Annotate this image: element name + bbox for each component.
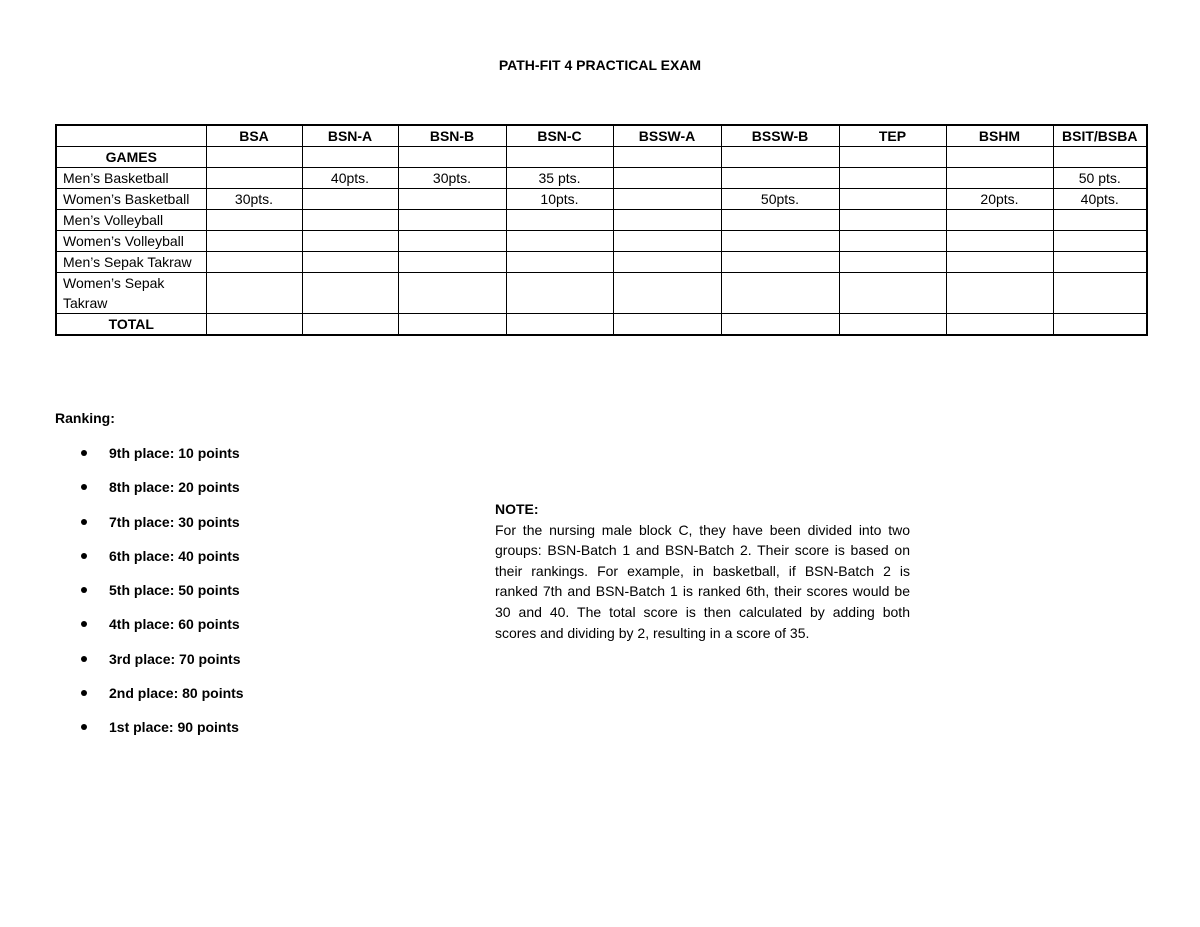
table-cell xyxy=(398,314,506,336)
table-cell xyxy=(506,314,613,336)
table-cell xyxy=(302,314,398,336)
column-header: BSN-A xyxy=(302,125,398,147)
table-cell xyxy=(946,273,1053,314)
ranking-item-label: 6th place: 40 points xyxy=(109,547,240,564)
note-body: For the nursing male block C, they have been divided into two groups: BSN-Batch 1 and BSN-Batch 2. Their score is based on their rankings. For example, in basketball, if BSN-Batch 2 is ranked 7th and BSN-Batch 1 is ranked 6th, their scores would be 30 and 40. The total score is then calculated by adding both scores and dividing by 2, resulting in a score of 35. xyxy=(495,521,910,641)
table-cell xyxy=(839,147,946,168)
table-cell xyxy=(1053,231,1147,252)
table-cell xyxy=(721,168,839,189)
bullet-icon xyxy=(81,621,87,627)
ranking-item-label: 1st place: 90 points xyxy=(109,719,239,736)
table-cell xyxy=(839,314,946,336)
table-cell xyxy=(946,252,1053,273)
table-cell xyxy=(206,147,302,168)
ranking-item-label: 5th place: 50 points xyxy=(109,582,240,599)
bullet-icon xyxy=(81,724,87,730)
table-row xyxy=(56,210,1147,231)
table-row xyxy=(56,273,1147,314)
table-cell xyxy=(946,231,1053,252)
table-cell xyxy=(206,273,302,314)
table-row xyxy=(56,231,1147,252)
table-cell xyxy=(1053,147,1147,168)
table-cell xyxy=(613,168,721,189)
table-cell xyxy=(613,314,721,336)
table-cell xyxy=(839,189,946,210)
row-label: TOTAL xyxy=(56,314,206,336)
table-cell: 40pts. xyxy=(302,168,398,189)
row-label: Women’s Basketball xyxy=(56,189,206,210)
table-cell xyxy=(613,210,721,231)
column-header: BSN-B xyxy=(398,125,506,147)
note-title: NOTE: xyxy=(495,501,539,517)
column-header: BSN-C xyxy=(506,125,613,147)
table-row xyxy=(56,147,1147,168)
table-cell xyxy=(506,147,613,168)
table-cell xyxy=(839,231,946,252)
table-cell: 30pts. xyxy=(206,189,302,210)
table-cell xyxy=(506,273,613,314)
table-cell xyxy=(721,231,839,252)
table-corner-cell xyxy=(56,125,206,147)
table-cell xyxy=(721,210,839,231)
list-item xyxy=(55,470,244,504)
list-item xyxy=(55,436,244,470)
ranking-item-label: 2nd place: 80 points xyxy=(109,685,244,702)
table-cell: 10pts. xyxy=(506,189,613,210)
list-item xyxy=(55,607,244,641)
table-cell xyxy=(1053,252,1147,273)
bullet-icon xyxy=(81,587,87,593)
ranking-item-label: 9th place: 10 points xyxy=(109,445,240,461)
row-label: Women’s Sepak Takraw xyxy=(56,273,206,314)
table-row xyxy=(56,314,1147,336)
ranking-item-label: 4th place: 60 points xyxy=(109,616,240,633)
bullet-icon xyxy=(81,519,87,525)
bullet-icon xyxy=(81,484,87,490)
table-cell: 50 pts. xyxy=(1053,168,1147,189)
table-row xyxy=(56,189,1147,210)
table-cell: 50pts. xyxy=(721,189,839,210)
column-header: BSHM xyxy=(946,125,1053,147)
table-cell xyxy=(206,210,302,231)
table-cell xyxy=(506,252,613,273)
page-title: PATH-FIT 4 PRACTICAL EXAM xyxy=(498,57,702,73)
table-cell xyxy=(206,252,302,273)
table-cell xyxy=(302,273,398,314)
table-cell: 40pts. xyxy=(1053,189,1147,210)
list-item xyxy=(55,676,244,710)
list-item xyxy=(55,642,244,676)
table-cell: 20pts. xyxy=(946,189,1053,210)
table-cell xyxy=(839,168,946,189)
row-label: Men’s Basketball xyxy=(56,168,206,189)
ranking-item-label: 7th place: 30 points xyxy=(109,513,240,530)
table-cell xyxy=(1053,314,1147,336)
ranking-list xyxy=(55,436,244,745)
column-header: BSIT/BSBA xyxy=(1053,125,1147,147)
table-cell: 35 pts. xyxy=(506,168,613,189)
table-cell xyxy=(302,189,398,210)
table-cell xyxy=(946,314,1053,336)
table-cell xyxy=(721,273,839,314)
table-cell: 30pts. xyxy=(398,168,506,189)
table-cell xyxy=(302,252,398,273)
bullet-icon xyxy=(81,656,87,662)
table-cell xyxy=(613,147,721,168)
table-cell xyxy=(839,273,946,314)
table-cell xyxy=(398,210,506,231)
table-cell xyxy=(398,273,506,314)
table-cell xyxy=(398,231,506,252)
list-item xyxy=(55,573,244,607)
ranking-item-label: 3rd place: 70 points xyxy=(109,650,241,667)
bullet-icon xyxy=(81,450,87,456)
note-box xyxy=(495,499,910,643)
list-item xyxy=(55,710,244,744)
table-cell xyxy=(721,314,839,336)
table-cell xyxy=(302,231,398,252)
table-cell xyxy=(206,314,302,336)
table-cell xyxy=(613,189,721,210)
column-header: BSA xyxy=(206,125,302,147)
table-cell xyxy=(206,168,302,189)
table-body xyxy=(56,147,1147,336)
table-cell xyxy=(1053,210,1147,231)
table-cell xyxy=(398,252,506,273)
table-cell xyxy=(946,168,1053,189)
table-cell xyxy=(613,231,721,252)
table-cell xyxy=(506,210,613,231)
row-label: Men’s Volleyball xyxy=(56,210,206,231)
row-label: Men’s Sepak Takraw xyxy=(56,252,206,273)
bullet-icon xyxy=(81,690,87,696)
column-header: BSSW-A xyxy=(613,125,721,147)
list-item xyxy=(55,505,244,539)
table-cell xyxy=(302,210,398,231)
scores-table xyxy=(55,124,1148,336)
table-cell xyxy=(398,189,506,210)
table-cell xyxy=(946,210,1053,231)
row-label: GAMES xyxy=(56,147,206,168)
ranking-item-label: 8th place: 20 points xyxy=(109,479,240,496)
bullet-icon xyxy=(81,553,87,559)
table-cell xyxy=(302,147,398,168)
column-header: BSSW-B xyxy=(721,125,839,147)
table-cell xyxy=(839,210,946,231)
table-cell xyxy=(839,252,946,273)
table-cell xyxy=(721,147,839,168)
column-header: TEP xyxy=(839,125,946,147)
table-row xyxy=(56,252,1147,273)
table-cell xyxy=(613,252,721,273)
table-cell xyxy=(613,273,721,314)
table-cell xyxy=(206,231,302,252)
row-label: Women’s Volleyball xyxy=(56,231,206,252)
list-item xyxy=(55,539,244,573)
table-cell xyxy=(946,147,1053,168)
table-cell xyxy=(506,231,613,252)
table-cell xyxy=(1053,273,1147,314)
ranking-title: Ranking: xyxy=(55,410,115,426)
table-cell xyxy=(721,252,839,273)
table-header-row xyxy=(56,125,1147,147)
table-cell xyxy=(398,147,506,168)
table-row xyxy=(56,168,1147,189)
